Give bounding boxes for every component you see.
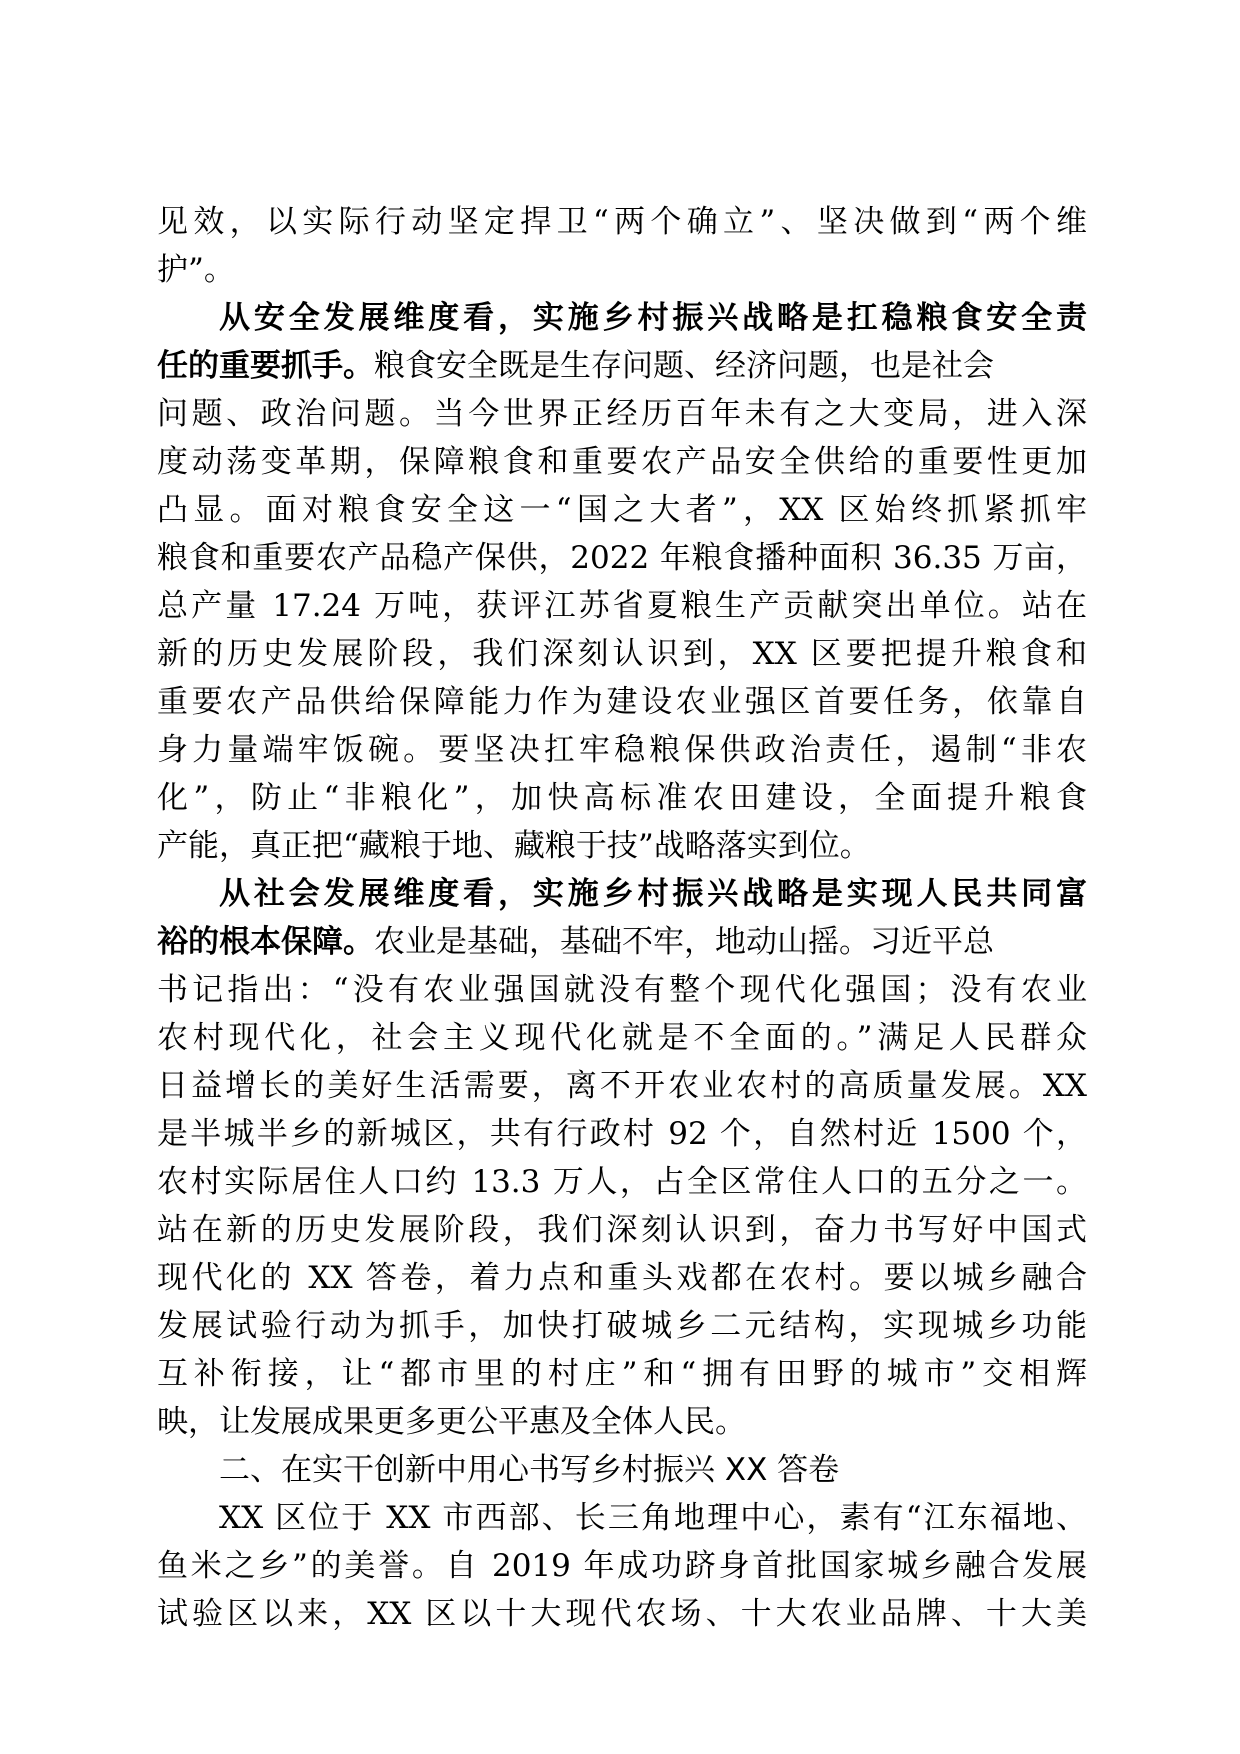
text-line: 凸显。面对粮食安全这一“国之大者”，XX 区始终抓紧抓牢 <box>157 492 1087 528</box>
body-text: 农业是基础，基础不牢，地动山摇。习近平总 <box>374 924 994 960</box>
text-line: 化”，防止“非粮化”，加快高标准农田建设，全面提升粮食 <box>157 780 1087 816</box>
text-line: 度动荡变革期，保障粮食和重要农产品安全供给的重要性更加 <box>157 444 1087 480</box>
text-line <box>157 922 1087 962</box>
text-line: 粮食和重要农产品稳产保供，2022 年粮食播种面积 36.35 万亩， <box>157 540 1087 576</box>
text-line: 是半城半乡的新城区，共有行政村 92 个，自然村近 1500 个， <box>157 1116 1087 1152</box>
text-line: 鱼米之乡”的美誉。自 2019 年成功跻身首批国家城乡融合发展 <box>157 1548 1087 1584</box>
text-line: 日益增长的美好生活需要，离不开农业农村的高质量发展。XX <box>157 1068 1087 1104</box>
text-line: 现代化的 XX 答卷，着力点和重头戏都在农村。要以城乡融合 <box>157 1260 1087 1296</box>
body-text: 粮食安全既是生存问题、经济问题，也是社会 <box>374 348 994 384</box>
text-line: 互补衔接，让“都市里的村庄”和“拥有田野的城市”交相辉 <box>157 1356 1087 1392</box>
text-line: 新的历史发展阶段，我们深刻认识到，XX 区要把提升粮食和 <box>157 636 1087 672</box>
text-line <box>157 346 1087 386</box>
text-line: 身力量端牢饭碗。要坚决扛牢稳粮保供政治责任，遏制“非农 <box>157 732 1087 768</box>
text-line: XX 区位于 XX 市西部、长三角地理中心，素有“江东福地、 <box>219 1500 1087 1536</box>
paragraph-lead-bold: 从安全发展维度看，实施乡村振兴战略是扛稳粮食安全责 <box>219 300 1087 336</box>
text-line: 映，让发展成果更多更公平惠及全体人民。 <box>157 1404 746 1440</box>
text-line: 农村现代化，社会主义现代化就是不全面的。”满足人民群众 <box>157 1020 1087 1056</box>
text-line: 问题、政治问题。当今世界正经历百年未有之大变局，进入深 <box>157 396 1087 432</box>
text-line: 农村实际居住人口约 13.3 万人，占全区常住人口的五分之一。 <box>157 1164 1087 1200</box>
text-line: 发展试验行动为抓手，加快打破城乡二元结构，实现城乡功能 <box>157 1308 1087 1344</box>
section-heading: 二、在实干创新中用心书写乡村振兴 XX 答卷 <box>219 1452 840 1488</box>
text-line: 护”。 <box>157 252 235 288</box>
text-line: 书记指出：“没有农业强国就没有整个现代化强国；没有农业 <box>157 972 1087 1008</box>
paragraph-lead-bold: 从社会发展维度看，实施乡村振兴战略是实现人民共同富 <box>219 876 1087 912</box>
bold-lead-text: 任的重要抓手。 <box>157 348 374 384</box>
text-line: 站在新的历史发展阶段，我们深刻认识到，奋力书写好中国式 <box>157 1212 1087 1248</box>
bold-lead-text: 裕的根本保障。 <box>157 924 374 960</box>
text-line: 见效，以实际行动坚定捍卫“两个确立”、坚决做到“两个维 <box>157 204 1087 240</box>
text-line: 总产量 17.24 万吨，获评江苏省夏粮生产贡献突出单位。站在 <box>157 588 1087 624</box>
text-line: 试验区以来，XX 区以十大现代农场、十大农业品牌、十大美 <box>157 1596 1087 1632</box>
text-line: 产能，真正把“藏粮于地、藏粮于技”战略落实到位。 <box>157 828 871 864</box>
text-line: 重要农产品供给保障能力作为建设农业强区首要任务，依靠自 <box>157 684 1087 720</box>
